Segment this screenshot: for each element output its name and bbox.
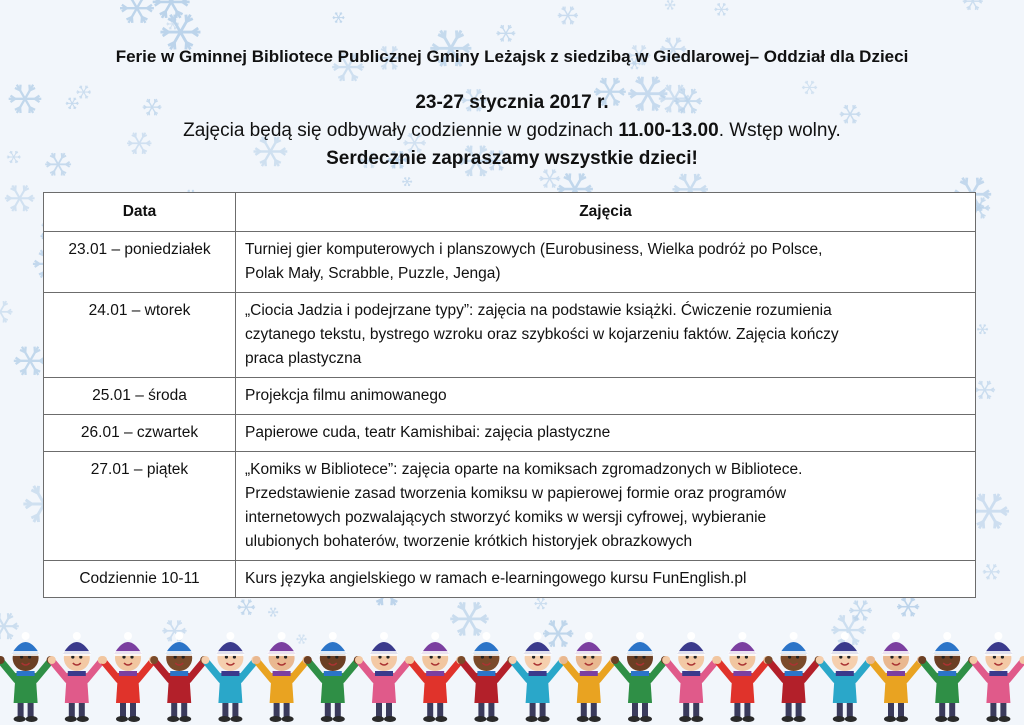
child-figure	[509, 632, 567, 722]
table-header-row	[44, 193, 976, 232]
activity-line: Projekcja filmu animowanego	[245, 387, 447, 404]
table-row	[44, 415, 976, 452]
activity-line: „Komiks w Bibliotece”: zajęcia oparte na komiksach zgromadzonych w Bibliotece.	[245, 461, 803, 478]
event-dates: 23-27 stycznia 2017 r.	[415, 92, 609, 113]
child-figure	[713, 632, 771, 722]
child-figure	[662, 632, 720, 722]
hours-time: 11.00-13.00	[618, 120, 719, 141]
row-date: Codziennie 10-11	[44, 561, 236, 598]
child-figure	[918, 632, 976, 722]
children-illustration	[0, 628, 1024, 725]
activity-line: praca plastyczna	[245, 350, 362, 367]
child-figure	[406, 632, 464, 722]
child-figure	[150, 632, 208, 722]
row-date: 26.01 – czwartek	[44, 415, 236, 452]
row-activity	[236, 561, 976, 598]
child-figure	[253, 632, 311, 722]
column-header-activity: Zajęcia	[236, 193, 976, 232]
table-row	[44, 293, 976, 378]
activity-line: Przedstawienie zasad tworzenia komiksu w papierowej formie oraz programów	[245, 485, 787, 502]
table-row	[44, 378, 976, 415]
activity-line: „Ciocia Jadzia i podejrzane typy”: zajęcia na podstawie książki. Ćwiczenie rozumienia	[245, 302, 832, 319]
activity-line: ulubionych bohaterów, tworzenie krótkich historyjek obrazkowych	[245, 533, 693, 550]
child-figure	[99, 632, 157, 722]
activity-line: Kurs języka angielskiego w ramach e-learningowego kursu FunEnglish.pl	[245, 570, 747, 587]
activity-line: Polak Mały, Scrabble, Puzzle, Jenga)	[245, 265, 501, 282]
child-figure	[0, 632, 55, 722]
hours-suffix: . Wstęp wolny.	[718, 120, 841, 141]
row-date: 23.01 – poniedziałek	[44, 232, 236, 293]
child-figure	[355, 632, 413, 722]
child-figure	[765, 632, 823, 722]
table-row	[44, 561, 976, 598]
child-figure	[560, 632, 618, 722]
table-row	[44, 232, 976, 293]
row-activity	[236, 452, 976, 561]
row-date: 25.01 – środa	[44, 378, 236, 415]
child-figure	[304, 632, 362, 722]
child-figure	[201, 632, 259, 722]
column-header-date: Data	[44, 193, 236, 232]
child-figure	[816, 632, 874, 722]
hours-prefix: Zajęcia będą się odbywały codziennie w godzinach	[183, 120, 619, 141]
row-activity	[236, 378, 976, 415]
table-row	[44, 452, 976, 561]
schedule-table	[43, 192, 976, 598]
child-figure	[867, 632, 925, 722]
activity-line: czytanego tekstu, bystrego wzroku oraz szybkości w kojarzeniu faktów. Zajęcia kończy	[245, 326, 839, 343]
row-activity	[236, 415, 976, 452]
child-figure	[48, 632, 106, 722]
opening-hours	[0, 120, 1024, 142]
row-activity	[236, 232, 976, 293]
invitation: Serdecznie zapraszamy wszystkie dzieci!	[326, 148, 698, 169]
schedule-body	[44, 232, 976, 598]
child-figure	[969, 632, 1024, 722]
child-figure	[457, 632, 515, 722]
row-date: 24.01 – wtorek	[44, 293, 236, 378]
activity-line: Turniej gier komputerowych i planszowych (Eurobusiness, Wielka podróż po Polsce,	[245, 241, 823, 258]
poster-title: Ferie w Gminnej Bibliotece Publicznej Gminy Leżajsk z siedzibą w Giedlarowej– Oddział dla Dzieci	[115, 47, 909, 66]
row-activity	[236, 293, 976, 378]
child-figure	[611, 632, 669, 722]
activity-line: internetowych pozwalających stworzyć komiks w wersji cyfrowej, wybieranie	[245, 509, 767, 526]
activity-line: Papierowe cuda, teatr Kamishibai: zajęcia plastyczne	[245, 424, 611, 441]
row-date: 27.01 – piątek	[44, 452, 236, 561]
